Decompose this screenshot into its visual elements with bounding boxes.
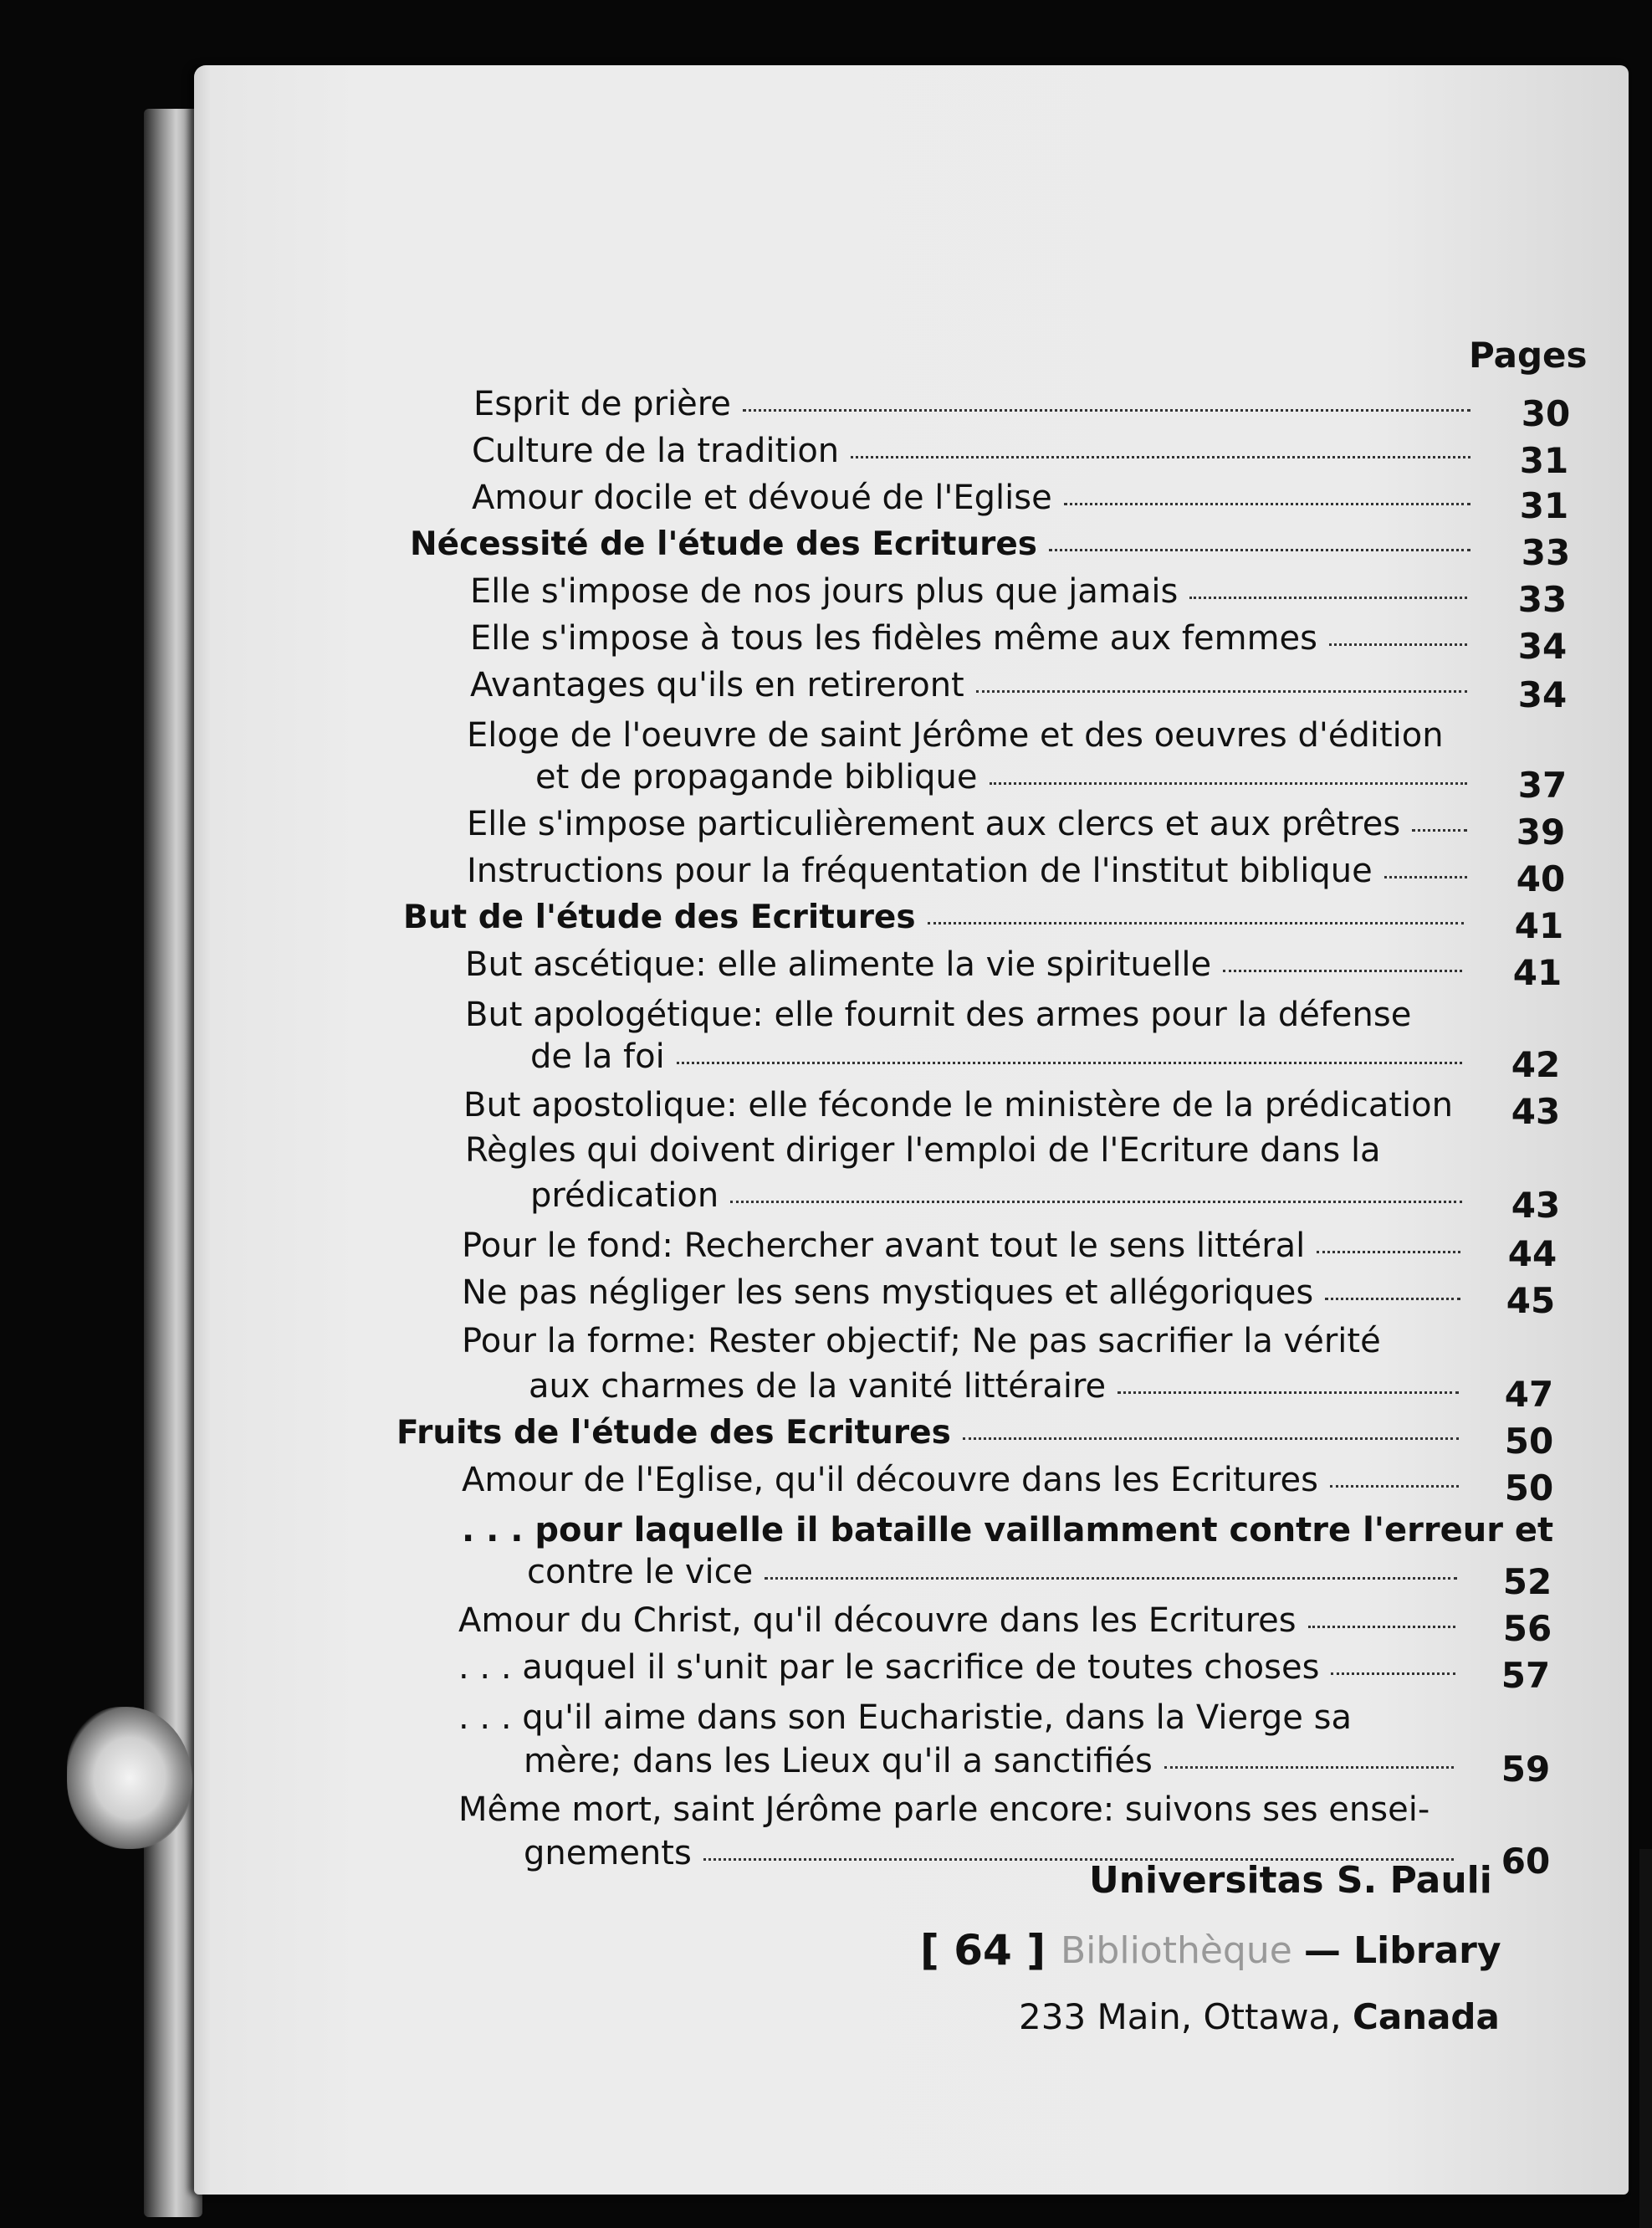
toc-entry-label: Avantages qu'ils en retireront — [470, 666, 964, 704]
toc-entry-label: Elle s'impose de nos jours plus que jamais — [470, 572, 1179, 611]
toc-entry-label: Règles qui doivent diriger l'emploi de l'Ecriture dans la — [465, 1131, 1381, 1170]
toc-entry-label: . . . auquel il s'unit par le sacrifice de toutes choses — [458, 1648, 1320, 1687]
toc-entry-label: Eloge de l'oeuvre de saint Jérôme et des oeuvres d'édition — [467, 716, 1444, 755]
toc-entry — [530, 1037, 1469, 1076]
leader-dots — [1064, 503, 1470, 505]
toc-page-number: 56 — [1502, 1608, 1552, 1649]
leader-dots — [963, 1437, 1459, 1440]
toc-entry — [524, 1742, 1460, 1780]
toc-entry — [458, 1648, 1462, 1687]
toc-entry — [535, 758, 1474, 796]
toc-entry — [473, 385, 1477, 423]
toc-entry — [472, 479, 1477, 517]
toc-entry-label: But ascétique: elle alimente la vie spirituelle — [465, 945, 1212, 984]
toc-entry-continuation: gnements — [524, 1834, 692, 1872]
leader-dots — [765, 1577, 1457, 1580]
toc-section-heading — [403, 899, 1470, 936]
leader-dots — [1189, 597, 1467, 599]
toc-page-number: 41 — [1514, 905, 1564, 946]
toc-entry — [467, 805, 1474, 843]
toc-entry-continuation: de la foi — [530, 1037, 665, 1076]
leader-dots — [1325, 1298, 1460, 1300]
toc-entry — [470, 572, 1474, 611]
toc-section-heading — [396, 1414, 1465, 1452]
toc-page-number: 45 — [1506, 1280, 1556, 1321]
toc-page-number: 42 — [1511, 1044, 1561, 1085]
toc-page-number: 37 — [1517, 765, 1568, 806]
pages-column-header: Pages — [1469, 335, 1588, 376]
leader-dots — [1049, 549, 1470, 551]
toc-entry-label: But apologétique: elle fournit des armes pour la défense — [465, 996, 1412, 1034]
toc-page-number: 57 — [1501, 1655, 1551, 1696]
toc-entry-continuation: et de propagande biblique — [535, 758, 978, 796]
toc-entry-label: Instructions pour la fréquentation de l'institut biblique — [467, 852, 1373, 890]
toc-entry-label: . . . pour laquelle il bataille vaillamment contre l'erreur et — [462, 1511, 1554, 1549]
toc-entry — [463, 1086, 1476, 1124]
leader-dots — [1223, 970, 1462, 972]
toc-page-number: 43 — [1511, 1091, 1561, 1132]
toc-entry-continuation: contre le vice — [527, 1553, 754, 1591]
library-stamp-address — [1019, 1996, 1500, 2037]
leader-dots — [1118, 1391, 1459, 1394]
leader-dots — [990, 782, 1468, 785]
leader-dots — [1331, 1672, 1455, 1675]
toc-page-number: 39 — [1516, 812, 1566, 853]
toc-page-number: 33 — [1521, 532, 1571, 573]
toc-page-number: 60 — [1501, 1841, 1551, 1882]
leader-dots — [928, 922, 1464, 924]
leader-dots — [1164, 1766, 1454, 1769]
library-stamp-name: Universitas S. Pauli — [1089, 1859, 1492, 1902]
library-stamp-country: Canada — [1353, 1996, 1500, 2037]
toc-entry-continuation: mère; dans les Lieux qu'il a sanctifiés — [524, 1742, 1153, 1780]
toc-page-number: 52 — [1502, 1561, 1552, 1602]
leader-dots — [1412, 829, 1467, 832]
toc-entry — [462, 1227, 1467, 1265]
leader-dots — [730, 1201, 1462, 1203]
toc-entry — [472, 432, 1477, 470]
toc-entry — [467, 852, 1474, 890]
toc-page-number: 30 — [1521, 393, 1571, 434]
toc-page-number: 31 — [1519, 440, 1569, 481]
toc-page-number: 59 — [1501, 1749, 1551, 1790]
toc-entry-label: Amour du Christ, qu'il découvre dans les Ecritures — [458, 1601, 1297, 1640]
toc-entry-label: Elle s'impose à tous les fidèles même aux femmes — [470, 619, 1317, 658]
leader-dots — [1308, 1626, 1455, 1628]
toc-entry-label: Elle s'impose particulièrement aux clercs et aux prêtres — [467, 805, 1401, 843]
leader-dots — [1317, 1251, 1460, 1253]
toc-page-number: 31 — [1519, 485, 1569, 526]
toc-entry — [527, 1553, 1464, 1591]
toc-section-label: But de l'étude des Ecritures — [403, 899, 916, 936]
toc-page-number: 33 — [1517, 579, 1568, 620]
toc-entry-continuation: prédication — [530, 1176, 719, 1215]
edge-strip — [1639, 1849, 1652, 2228]
toc-entry — [530, 1176, 1469, 1215]
toc-page-number: 50 — [1504, 1421, 1554, 1462]
page-number: [ 64 ] — [920, 1926, 1046, 1974]
toc-page-number: 40 — [1516, 858, 1566, 899]
toc-entry — [470, 619, 1474, 658]
toc-entry-label: Ne pas négliger les sens mystiques et allégoriques — [462, 1273, 1314, 1312]
toc-page-number: 34 — [1517, 626, 1568, 667]
toc-page-number: 41 — [1512, 952, 1562, 993]
leader-dots — [1384, 876, 1467, 878]
toc-entry-label: Pour le fond: Rechercher avant tout le sens littéral — [462, 1227, 1306, 1265]
toc-entry-label: But apostolique: elle féconde le ministère de la prédication — [463, 1086, 1453, 1124]
toc-entry — [529, 1367, 1465, 1406]
toc-entry-label: Culture de la tradition — [472, 432, 840, 470]
leader-dots — [1329, 643, 1467, 646]
toc-entry-label: Même mort, saint Jérôme parle encore: suivons ses ensei- — [458, 1790, 1430, 1829]
toc-entry — [462, 1461, 1465, 1499]
toc-entry — [458, 1601, 1462, 1640]
toc-entry-label: Amour de l'Eglise, qu'il découvre dans les Ecritures — [462, 1461, 1318, 1499]
library-stamp-street: 233 Main, Ottawa, — [1019, 1996, 1342, 2037]
leader-dots — [743, 409, 1470, 412]
library-stamp-line2 — [1061, 1929, 1501, 1972]
leader-dots — [851, 456, 1470, 458]
toc-entry-label: . . . qu'il aime dans son Eucharistie, dans la Vierge sa — [458, 1698, 1352, 1737]
toc-page-number: 34 — [1517, 674, 1568, 715]
toc-section-heading — [410, 525, 1477, 563]
library-stamp-bibliotheque: Bibliothèque — [1061, 1929, 1292, 1972]
toc-page-number: 50 — [1504, 1467, 1554, 1508]
toc-entry — [462, 1273, 1467, 1312]
leader-dots — [976, 690, 1467, 693]
toc-entry-label: Pour la forme: Rester objectif; Ne pas sacrifier la vérité — [462, 1322, 1381, 1360]
library-stamp-library: — Library — [1303, 1929, 1501, 1972]
toc-page-number: 44 — [1507, 1233, 1557, 1274]
toc-entry-continuation: aux charmes de la vanité littéraire — [529, 1367, 1107, 1406]
toc-page-number: 43 — [1511, 1185, 1561, 1226]
toc-section-label: Nécessité de l'étude des Ecritures — [410, 525, 1038, 563]
toc-entry — [470, 666, 1474, 704]
toc-entry-label: Amour docile et dévoué de l'Eglise — [472, 479, 1052, 517]
toc-section-label: Fruits de l'étude des Ecritures — [396, 1414, 951, 1452]
toc-entry-label: Esprit de prière — [473, 385, 731, 423]
leader-dots — [677, 1062, 1462, 1064]
toc-page-number: 47 — [1504, 1374, 1554, 1415]
leader-dots — [1330, 1485, 1459, 1488]
toc-entry — [465, 945, 1469, 984]
